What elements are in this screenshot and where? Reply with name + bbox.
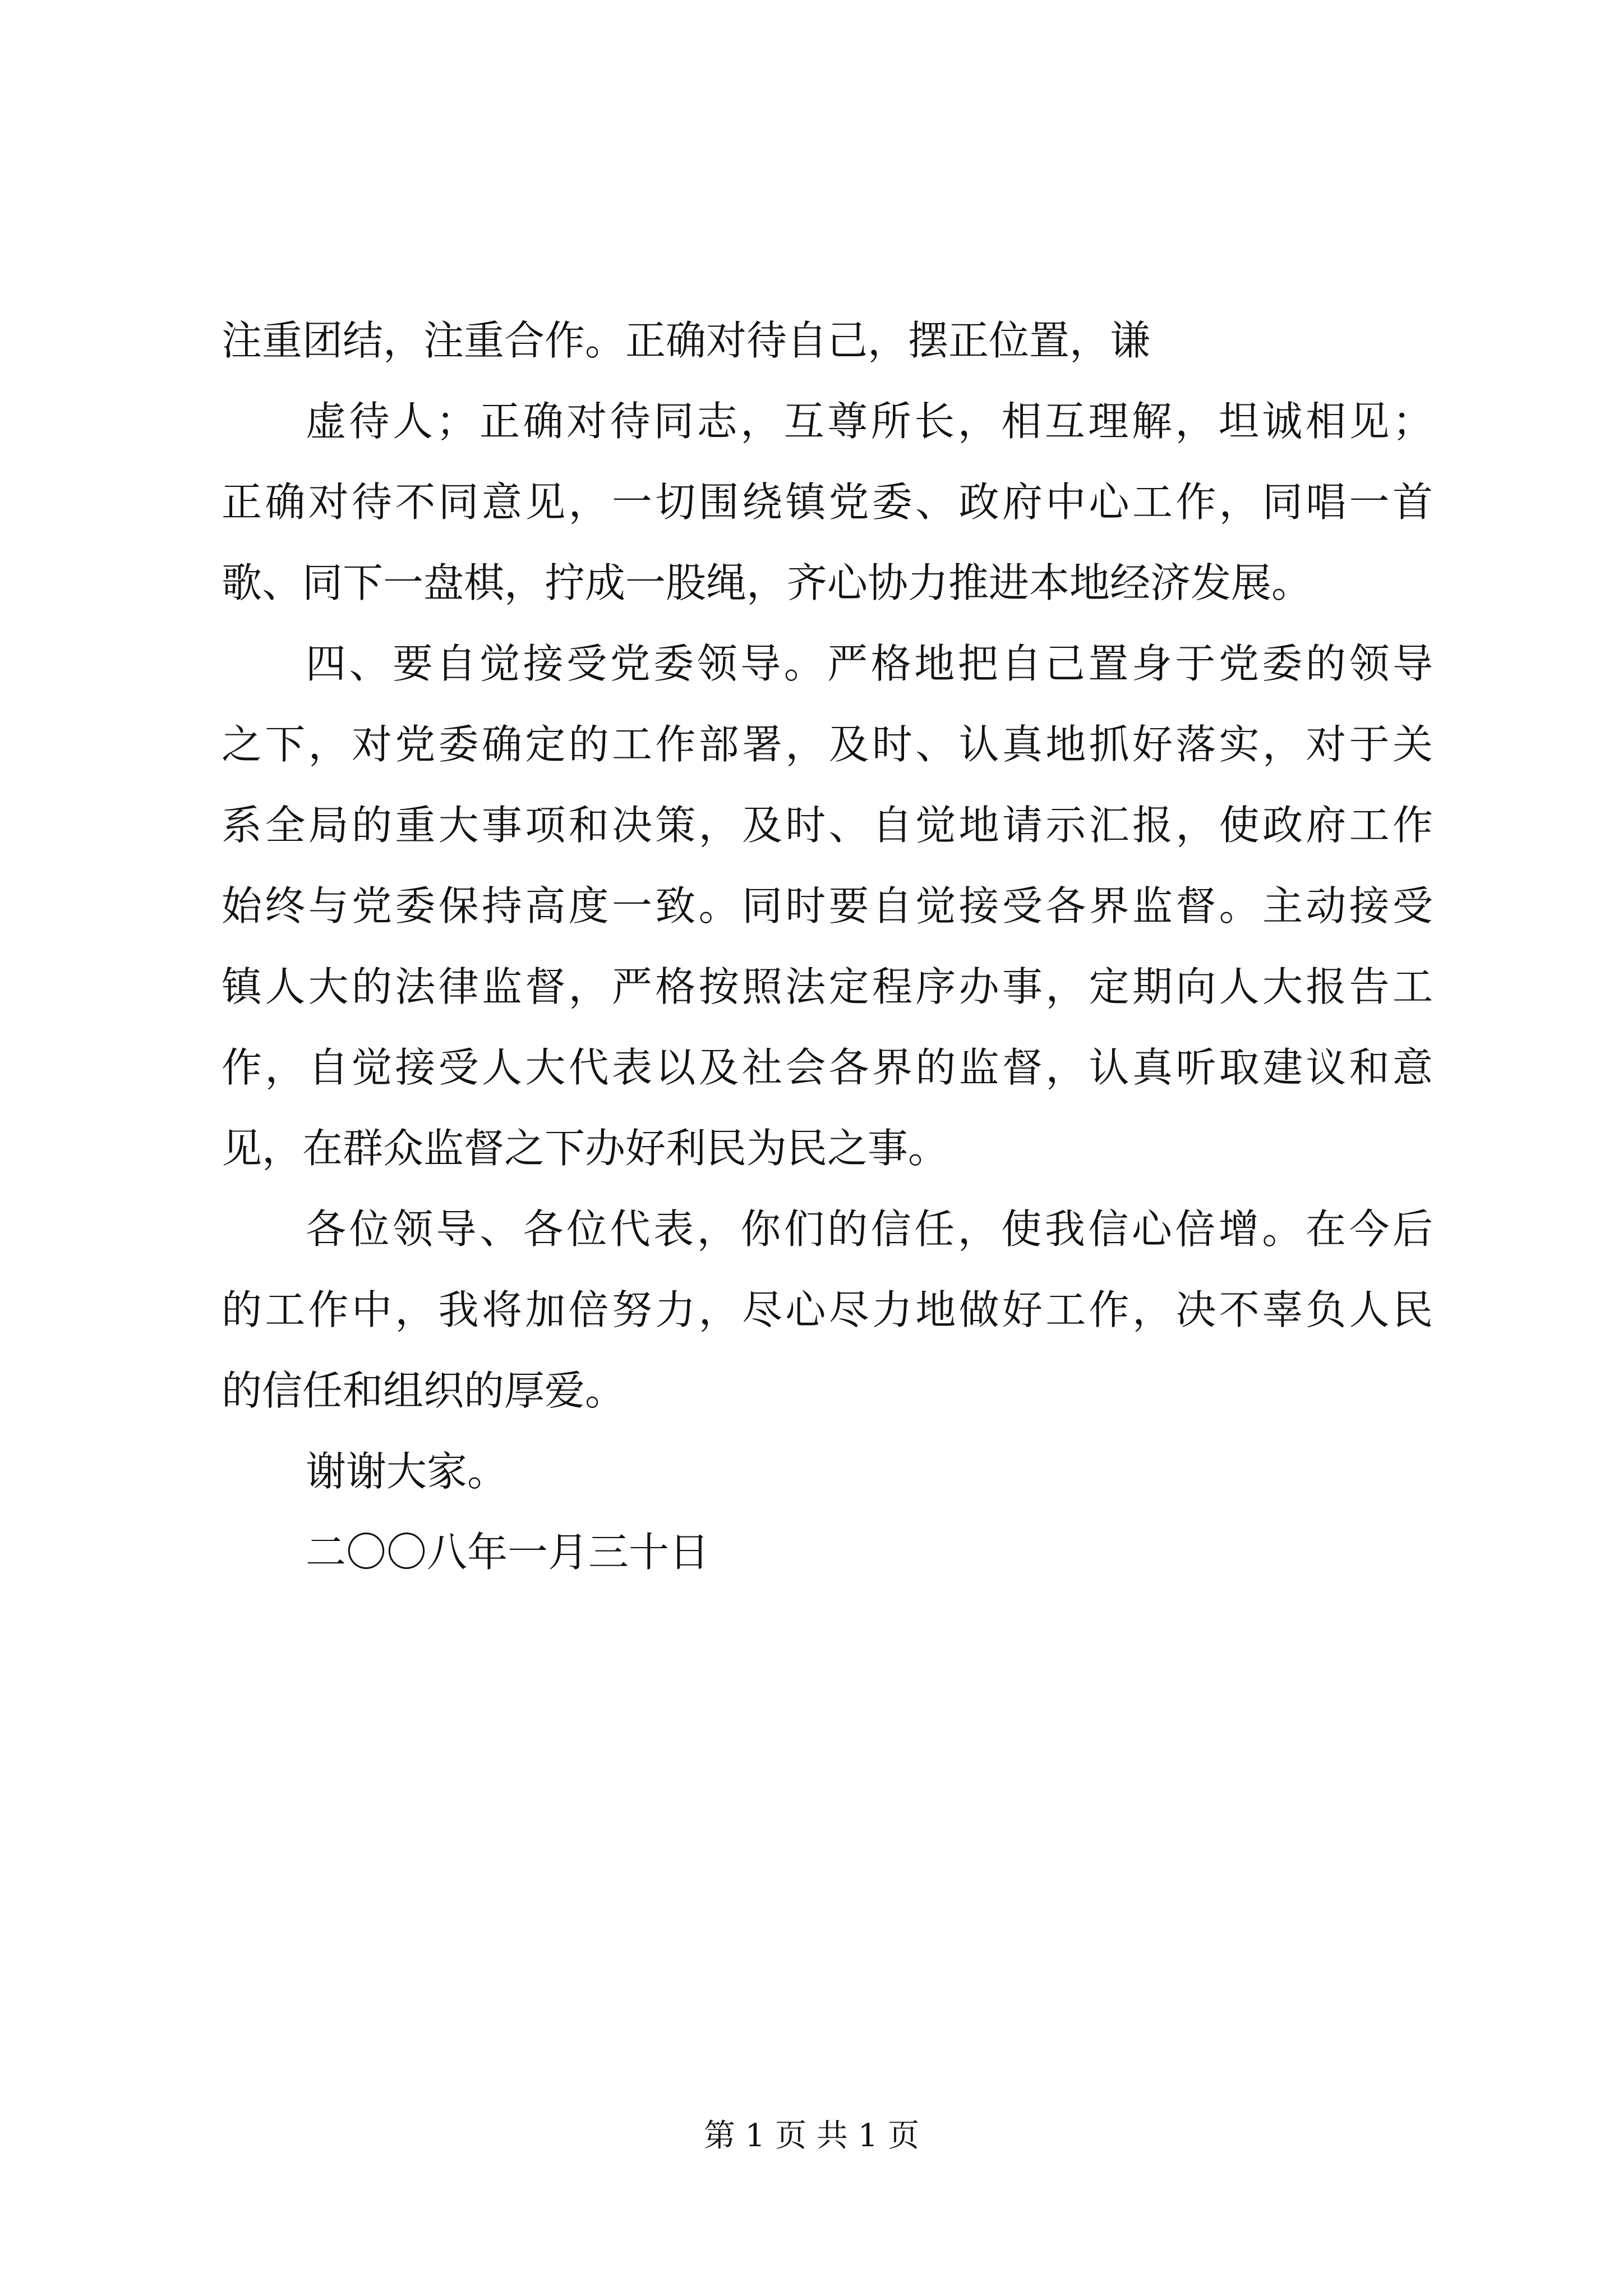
paragraph-line: 见，在群众监督之下办好利民为民之事。 [222, 1125, 949, 1172]
paragraph-line: 四、要自觉接受党委领导。严格地把自己置身于党委的领导 [306, 640, 1433, 687]
paragraph-line: 的工作中，我将加倍努力，尽心尽力地做好工作，决不辜负人民 [222, 1286, 1433, 1333]
page-footer: 第 1 页 共 1 页 [703, 2118, 920, 2154]
paragraph-line: 始终与党委保持高度一致。同时要自觉接受各界监督。主动接受 [222, 882, 1433, 930]
date-line: 二〇〇八年一月三十日 [306, 1529, 710, 1576]
paragraph-line: 作，自觉接受人大代表以及社会各界的监督，认真听取建议和意 [222, 1044, 1433, 1091]
paragraph-line: 注重团结，注重合作。正确对待自己，摆正位置，谦 [222, 317, 1151, 364]
closing-line: 谢谢大家。 [306, 1448, 508, 1495]
body-text [222, 300, 1433, 1593]
paragraph-line: 正确对待不同意见，一切围绕镇党委、政府中心工作，同唱一首 [222, 478, 1433, 526]
paragraph-line: 之下，对党委确定的工作部署，及时、认真地抓好落实，对于关 [222, 721, 1433, 768]
paragraph-line: 的信任和组织的厚爱。 [222, 1367, 626, 1414]
paragraph-line: 各位领导、各位代表，你们的信任，使我信心倍增。在今后 [306, 1205, 1433, 1253]
paragraph-line: 镇人大的法律监督，严格按照法定程序办事，定期向人大报告工 [222, 963, 1433, 1010]
paragraph-line: 歌、同下一盘棋，拧成一股绳，齐心协力推进本地经济发展。 [222, 559, 1312, 606]
paragraph-line: 系全局的重大事项和决策，及时、自觉地请示汇报，使政府工作 [222, 802, 1433, 849]
paragraph-line: 虚待人；正确对待同志，互尊所长，相互理解，坦诚相见； [306, 398, 1433, 445]
